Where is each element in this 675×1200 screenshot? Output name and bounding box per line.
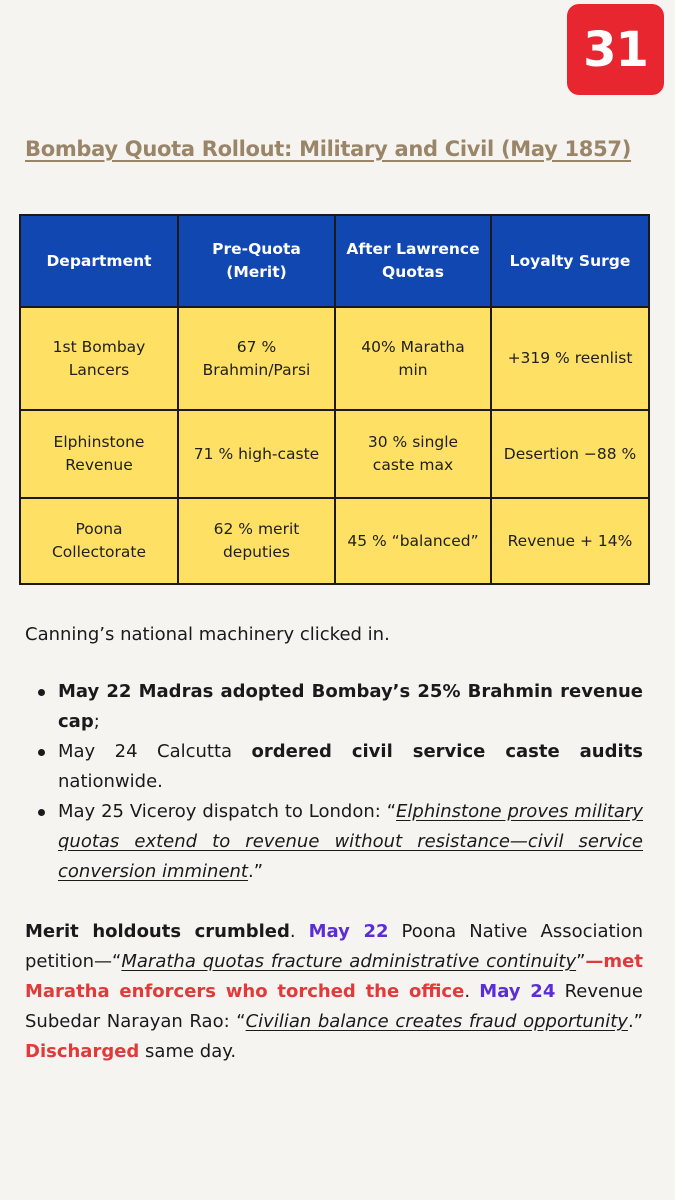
table-cell: 40% Maratha min [335, 307, 491, 410]
paragraph-bold-lead: Merit holdouts crumbled [25, 921, 290, 942]
list-item [58, 677, 643, 737]
table-row [20, 498, 649, 584]
table-cell: 1st Bombay Lancers [20, 307, 178, 410]
paragraph-quote: Civilian balance creates fraud opportunity [245, 1011, 628, 1032]
intro-text: Canning’s national machinery clicked in. [25, 624, 390, 645]
table-cell: 30 % single caste max [335, 410, 491, 498]
page-title: Bombay Quota Rollout: Military and Civil (May 1857) [25, 137, 632, 161]
table-cell: 67 % Brahmin/Parsi [178, 307, 335, 410]
paragraph-text: . [289, 921, 309, 942]
bullet-text: May 25 Viceroy dispatch to London: “ [58, 801, 397, 822]
paragraph-text: same day. [139, 1041, 237, 1062]
table-cell: 45 % “balanced” [335, 498, 491, 584]
table-header-row [20, 215, 649, 307]
table-row [20, 307, 649, 410]
table-cell: Poona Collectorate [20, 498, 178, 584]
bullet-text: nationwide. [58, 771, 163, 792]
table-cell: Desertion −88 % [491, 410, 649, 498]
header-pre-quota: Pre-Quota (Merit) [178, 215, 335, 307]
bullet-text: .” [247, 861, 264, 882]
paragraph-text: .” [627, 1011, 643, 1032]
alert-highlight: —met Maratha enforcers who torched the office [25, 951, 643, 1002]
paragraph-text: Poona Native Association petition—“ [25, 921, 643, 972]
paragraph-text: ” [576, 951, 586, 972]
date-highlight: May 22 [308, 921, 389, 942]
paragraph-text: Revenue Subedar Narayan Rao: “ [25, 981, 643, 1032]
table-cell: 71 % high-caste [178, 410, 335, 498]
header-department: Department [20, 215, 178, 307]
paragraph-quote: Maratha quotas fracture administrative continuity [121, 951, 577, 972]
bullet-list [25, 677, 643, 887]
bullet-text: May 24 Calcutta [58, 741, 252, 762]
table-cell: Revenue + 14% [491, 498, 649, 584]
header-loyalty-surge: Loyalty Surge [491, 215, 649, 307]
table-cell: +319 % reenlist [491, 307, 649, 410]
paragraph-text: . [464, 981, 480, 1002]
list-item [58, 737, 643, 797]
table-row [20, 410, 649, 498]
table-cell: 62 % merit deputies [178, 498, 335, 584]
quota-table [19, 214, 650, 585]
closing-paragraph [25, 917, 643, 1067]
bullet-bold-text: May 22 Madras adopted Bombay’s 25% Brahmin revenue cap [58, 681, 643, 732]
date-highlight: May 24 [479, 981, 556, 1002]
list-item [58, 797, 643, 887]
table-cell: Elphinstone Revenue [20, 410, 178, 498]
header-after-quotas: After Lawrence Quotas [335, 215, 491, 307]
page-number-badge: 31 [567, 4, 664, 95]
bullet-quote: Elphinstone proves military quotas extend to revenue without resistance—civil service conversion imminent [58, 801, 643, 882]
bullet-bold-text: ordered civil service caste audits [251, 741, 643, 762]
alert-highlight: Discharged [25, 1041, 140, 1062]
bullet-text: ; [93, 711, 100, 732]
